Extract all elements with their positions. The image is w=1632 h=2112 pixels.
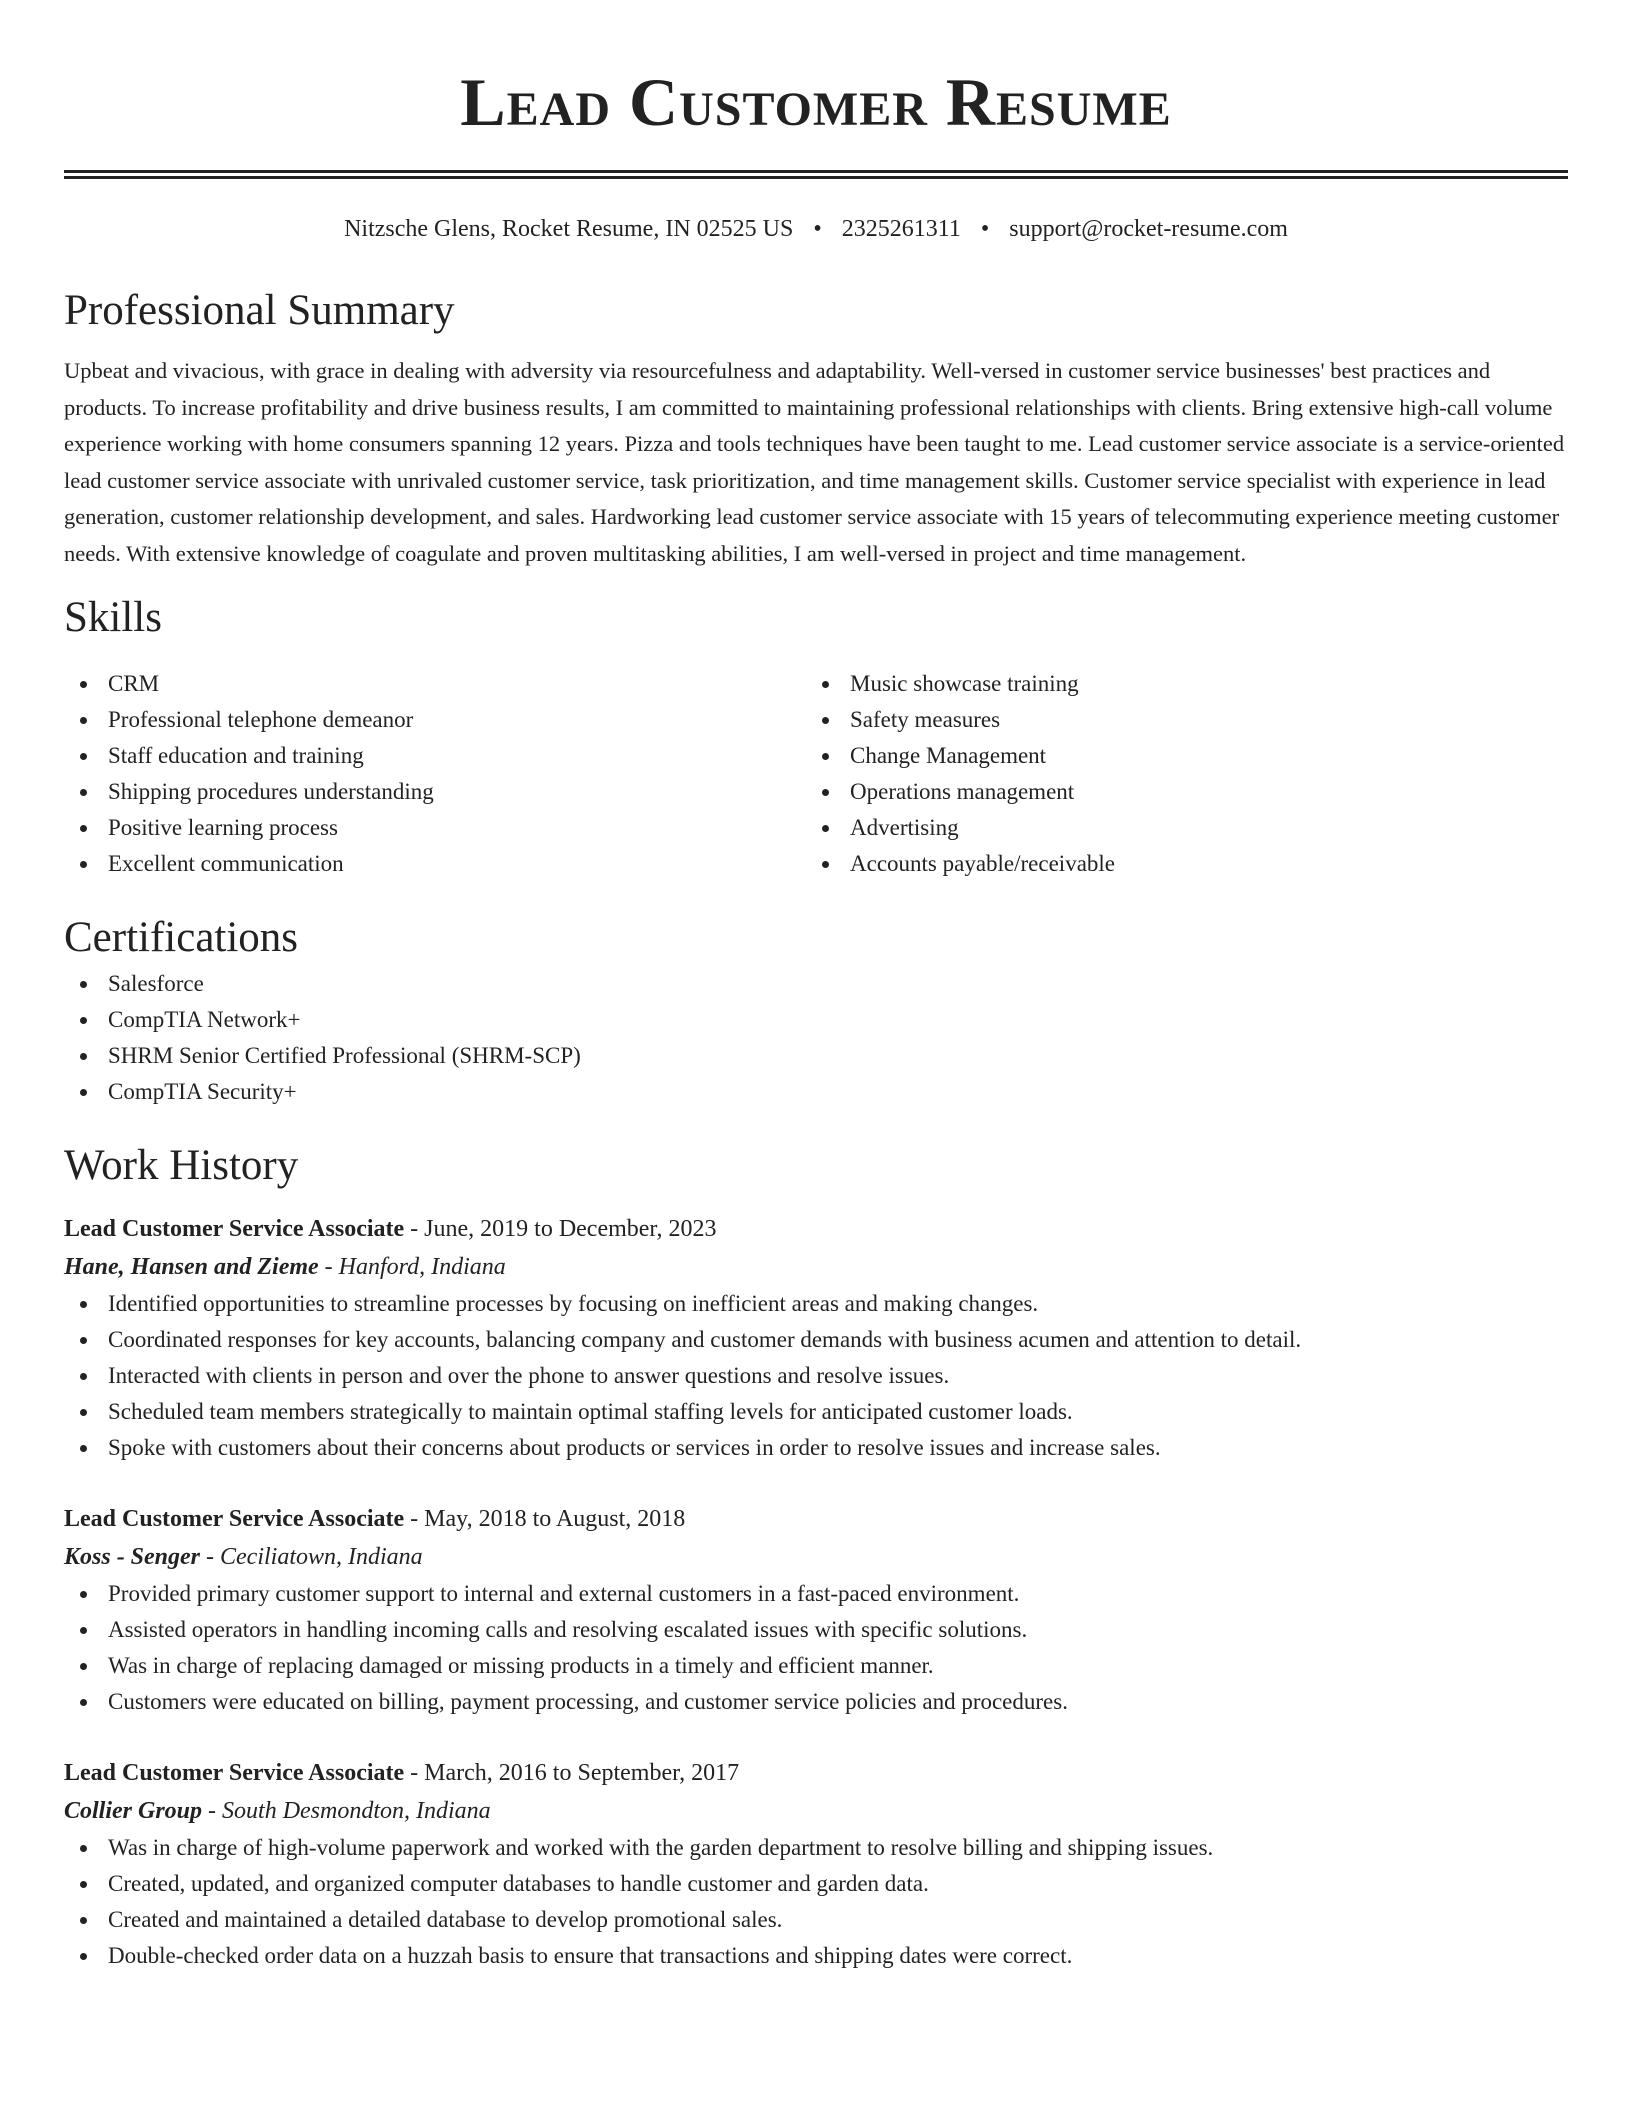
skills-column-right: [806, 666, 1548, 882]
certification-item: CompTIA Security+: [64, 1074, 1568, 1110]
job-duty-item: Identified opportunities to streamline processes by focusing on inefficient areas and making changes.: [64, 1286, 1568, 1322]
job-title-line: [64, 1754, 1568, 1792]
job-entry: [64, 1500, 1568, 1720]
job-location: - South Desmondton, Indiana: [202, 1798, 491, 1824]
contact-address: Nitzsche Glens, Rocket Resume, IN 02525 US: [344, 216, 794, 242]
skill-item: Change Management: [806, 738, 1548, 774]
job-title: Lead Customer Service Associate: [64, 1216, 405, 1242]
job-duty-item: Assisted operators in handling incoming calls and resolving escalated issues with specific solutions.: [64, 1612, 1568, 1648]
skill-item: Professional telephone demeanor: [64, 702, 806, 738]
job-entry: [64, 1754, 1568, 1974]
contact-separator: •: [980, 216, 990, 242]
resume-title: Lead Customer Resume: [460, 64, 1172, 140]
job-duty-item: Spoke with customers about their concerns about products or services in order to resolve issues and increase sales.: [64, 1430, 1568, 1466]
job-title: Lead Customer Service Associate: [64, 1760, 405, 1786]
job-duty-item: Interacted with clients in person and over the phone to answer questions and resolve issues.: [64, 1358, 1568, 1394]
skill-item: Advertising: [806, 810, 1548, 846]
certifications-heading: Certifications: [64, 914, 299, 961]
job-title: Lead Customer Service Associate: [64, 1506, 405, 1532]
skill-item: Accounts payable/receivable: [806, 846, 1548, 882]
job-duty-item: Was in charge of replacing damaged or missing products in a timely and efficient manner.: [64, 1648, 1568, 1684]
job-duty-item: Provided primary customer support to internal and external customers in a fast-paced environment.: [64, 1576, 1568, 1612]
summary-heading: Professional Summary: [64, 287, 455, 334]
job-location: - Ceciliatown, Indiana: [200, 1544, 423, 1570]
certification-item: Salesforce: [64, 966, 1568, 1002]
job-duties-list: [64, 1576, 1568, 1720]
job-duties-list: [64, 1830, 1568, 1974]
job-dates: - March, 2016 to September, 2017: [404, 1760, 740, 1786]
job-entry: [64, 1210, 1568, 1466]
skill-item: CRM: [64, 666, 806, 702]
job-duty-item: Customers were educated on billing, payment processing, and customer service policies and procedures.: [64, 1684, 1568, 1720]
job-dates: - May, 2018 to August, 2018: [404, 1506, 686, 1532]
job-company-line: [64, 1792, 1568, 1830]
skill-item: Staff education and training: [64, 738, 806, 774]
job-company-line: [64, 1248, 1568, 1286]
skill-item: Positive learning process: [64, 810, 806, 846]
skills-column-left: [64, 666, 806, 882]
job-duty-item: Double-checked order data on a huzzah basis to ensure that transactions and shipping dates were correct.: [64, 1938, 1568, 1974]
summary-text: Upbeat and vivacious, with grace in dealing with adversity via resourcefulness and adaptability. Well-versed in customer service businesses' best practices and products. To increase profitability and drive business results, I am committed to maintaining professional relationships with clients. Bring extensive high-call volume experience working with home consumers spanning 12 years. Pizza and tools techniques have been taught to me. Lead customer service associate is a service-oriented lead customer service associate with unrivaled customer service, task prioritization, and time management skills. Customer service specialist with experience in lead generation, customer relationship development, and sales. Hardworking lead customer service associate with 15 years of telecommuting experience meeting customer needs. With extensive knowledge of coagulate and proven multitasking abilities, I am well-versed in project and time management.: [64, 358, 1565, 566]
work-history-heading: Work History: [64, 1142, 299, 1189]
skill-item: Safety measures: [806, 702, 1548, 738]
skills-heading: Skills: [64, 594, 162, 641]
skill-item: Excellent communication: [64, 846, 806, 882]
skills-list-left: [64, 666, 806, 882]
contact-phone: 2325261311: [841, 216, 961, 242]
job-duty-item: Coordinated responses for key accounts, balancing company and customer demands with business acumen and attention to detail.: [64, 1322, 1568, 1358]
job-company: Koss - Senger: [64, 1544, 201, 1570]
job-duty-item: Scheduled team members strategically to maintain optimal staffing levels for anticipated customer loads.: [64, 1394, 1568, 1430]
job-company: Collier Group: [64, 1798, 203, 1824]
job-duty-item: Created, updated, and organized computer databases to handle customer and garden data.: [64, 1866, 1568, 1902]
skill-item: Music showcase training: [806, 666, 1548, 702]
job-title-line: [64, 1500, 1568, 1538]
job-duty-item: Created and maintained a detailed database to develop promotional sales.: [64, 1902, 1568, 1938]
contact-separator: •: [813, 216, 822, 242]
job-title-line: [64, 1210, 1568, 1248]
job-dates: - June, 2019 to December, 2023: [404, 1216, 717, 1242]
skills-list-right: [806, 666, 1548, 882]
certification-item: SHRM Senior Certified Professional (SHRM-SCP): [64, 1038, 1568, 1074]
job-duty-item: Was in charge of high-volume paperwork and worked with the garden department to resolve billing and shipping issues.: [64, 1830, 1568, 1866]
skill-item: Operations management: [806, 774, 1548, 810]
certification-item: CompTIA Network+: [64, 1002, 1568, 1038]
title-divider: [64, 170, 1568, 179]
job-location: - Hanford, Indiana: [318, 1254, 506, 1280]
contact-email: support@rocket-resume.com: [1009, 216, 1288, 242]
job-company-line: [64, 1538, 1568, 1576]
certifications-list: [64, 966, 1568, 1110]
job-duties-list: [64, 1286, 1568, 1466]
job-company: Hane, Hansen and Zieme: [64, 1254, 319, 1280]
contact-line: [64, 213, 1568, 245]
skills-grid: [64, 666, 1568, 882]
skill-item: Shipping procedures understanding: [64, 774, 806, 810]
